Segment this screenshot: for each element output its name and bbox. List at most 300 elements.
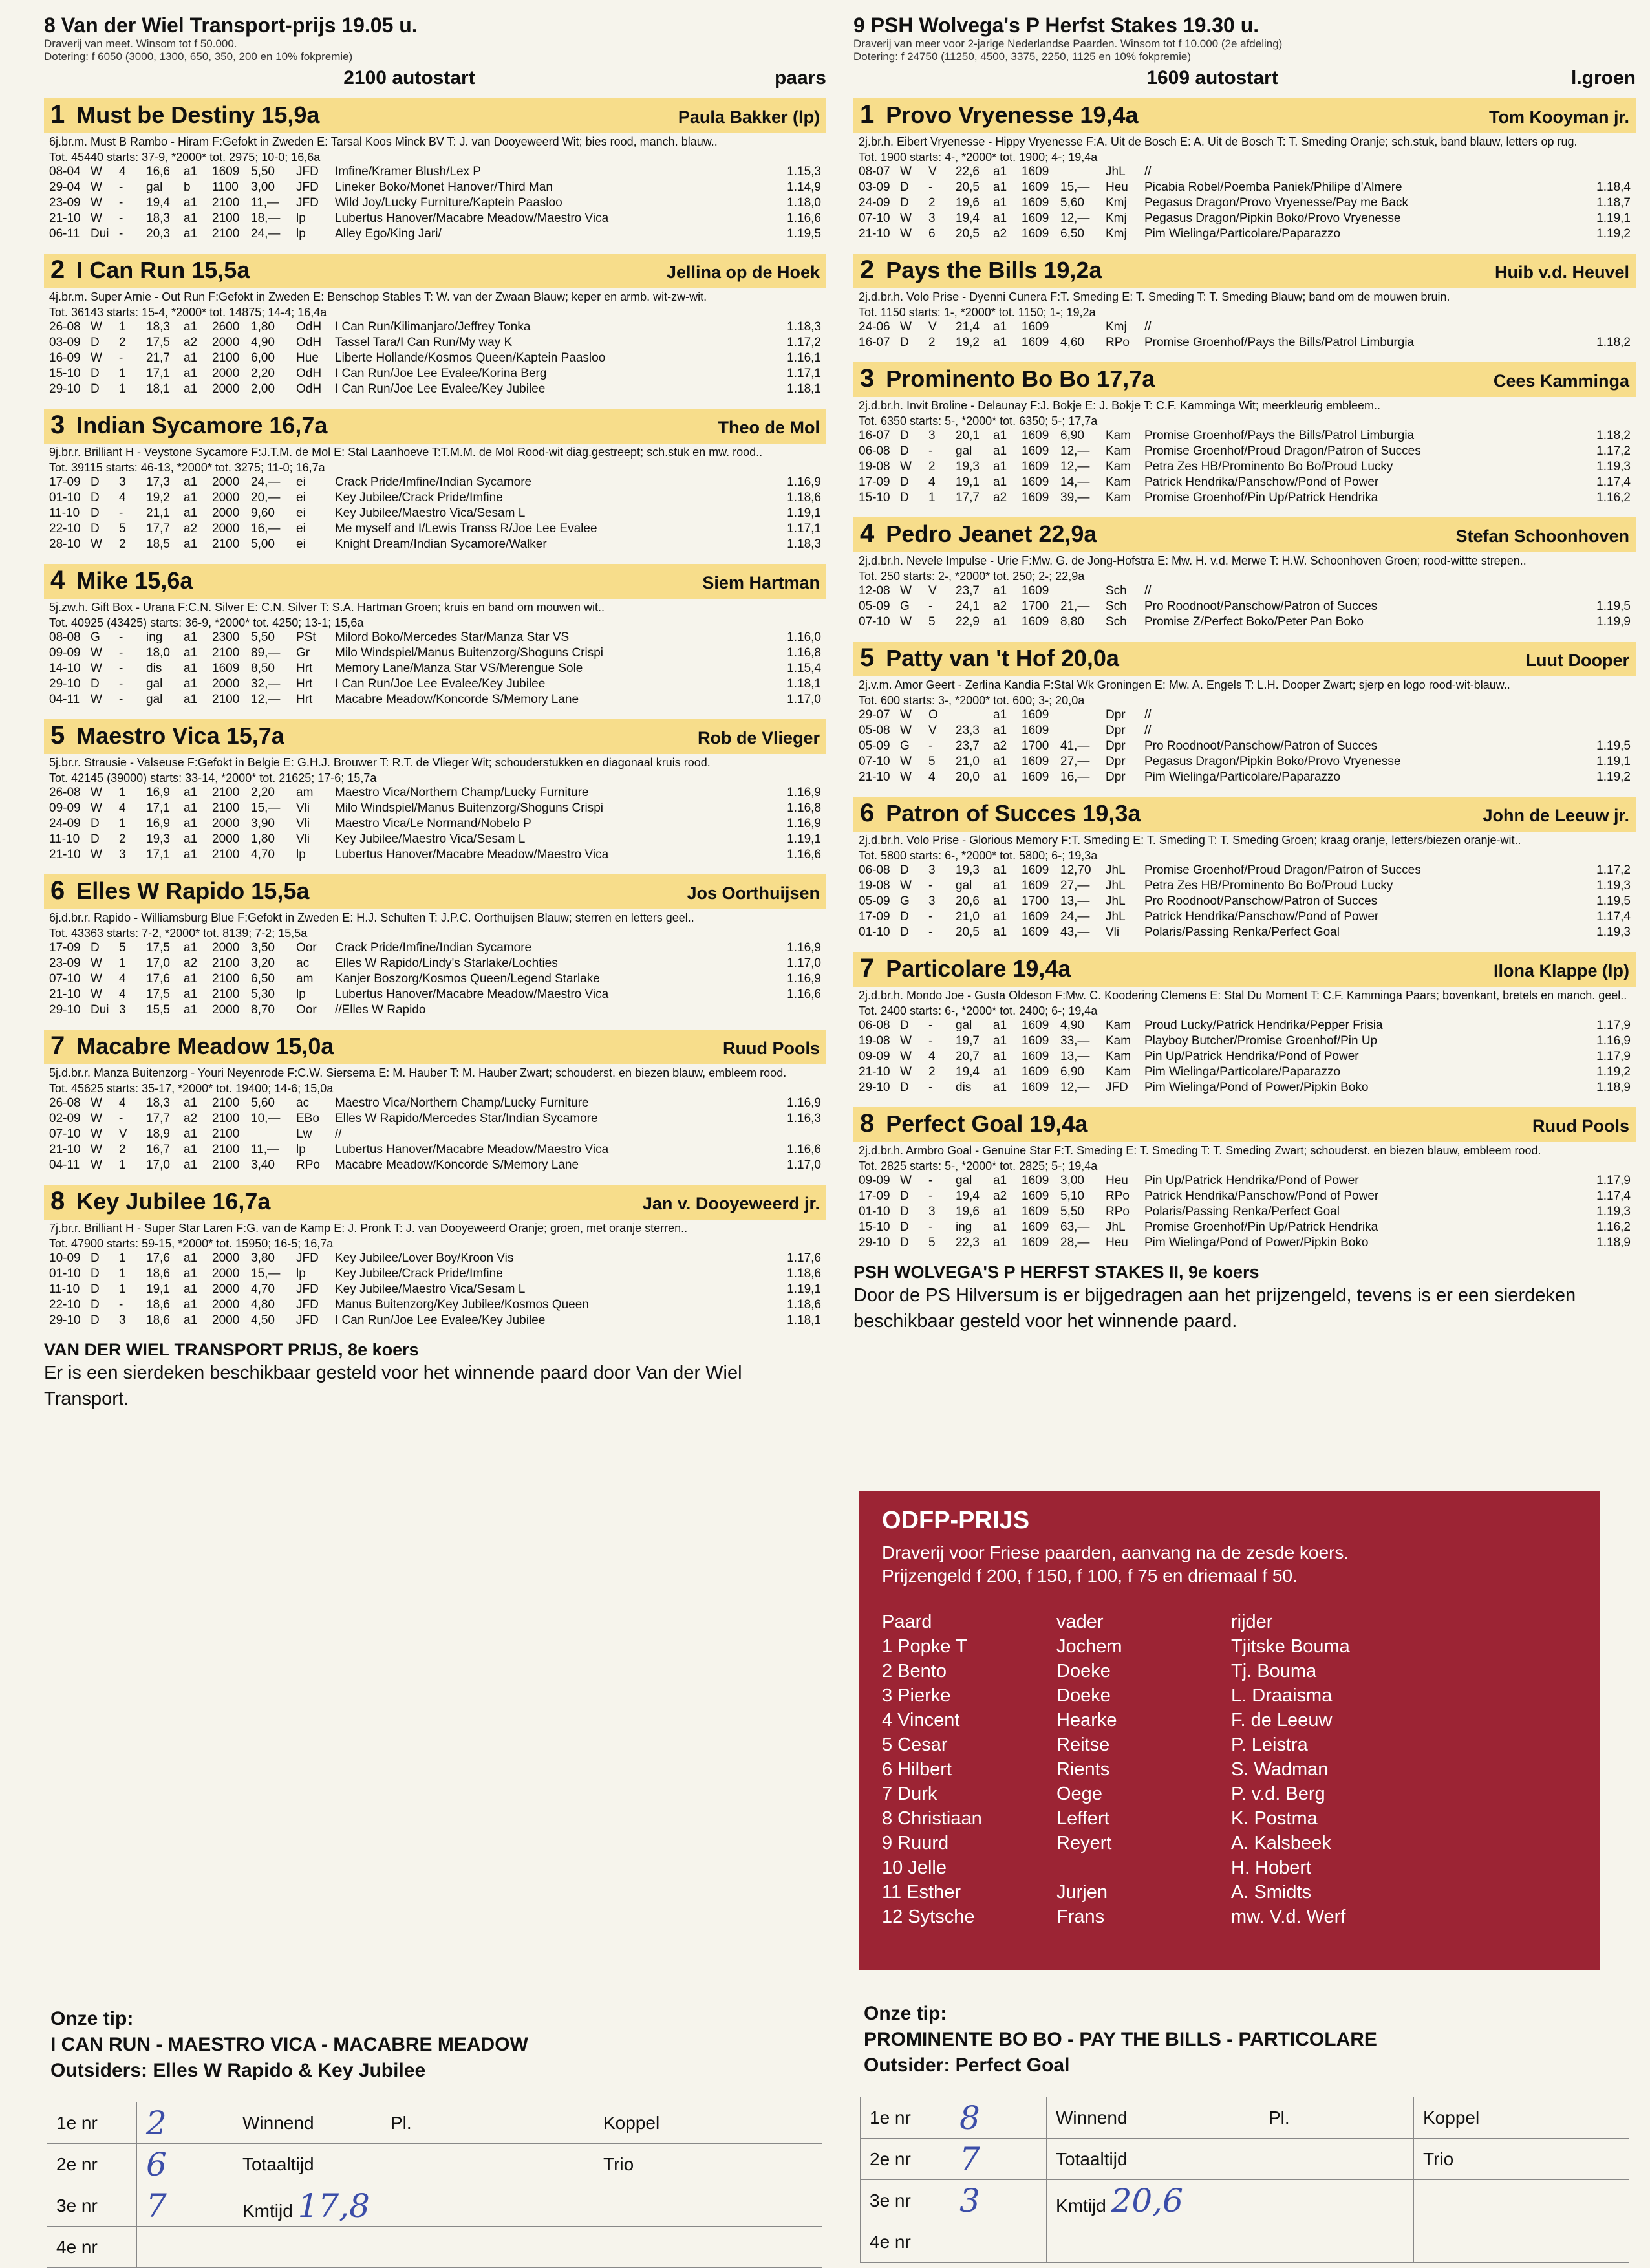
empty-cell[interactable] <box>233 2227 381 2268</box>
pp-cell: ei <box>296 506 306 520</box>
pp-cell: Sch <box>1106 615 1127 629</box>
horse-name-block <box>860 255 1102 285</box>
pp-cell: 1.19,1 <box>1596 211 1631 225</box>
pp-cell: D <box>91 491 100 504</box>
pp-cell: Pim Wielinga/Particolare/Paparazzo <box>1144 1065 1341 1079</box>
pp-cell: a1 <box>184 165 198 178</box>
past-performance-row <box>44 335 826 351</box>
odfp-entry-row <box>882 1757 1350 1782</box>
pp-cell: W <box>91 320 102 334</box>
pp-cell: 08-04 <box>49 165 81 178</box>
odfp-entry-row <box>882 1634 1350 1659</box>
horse-number: 7 <box>860 954 875 982</box>
pp-cell: a1 <box>993 584 1007 598</box>
pp-cell: a1 <box>184 631 198 644</box>
horse-driver: John de Leeuw jr. <box>1483 806 1629 825</box>
pp-cell: 1.16,9 <box>1596 1034 1631 1048</box>
pp-cell: Polaris/Passing Renka/Perfect Goal <box>1144 925 1340 939</box>
pp-cell: D <box>900 1019 909 1032</box>
pp-cell: - <box>928 910 933 923</box>
odfp-sire: Rients <box>1056 1759 1110 1780</box>
race-title: 8 Van der Wiel Transport-prijs 19.05 u. <box>44 14 418 37</box>
pp-cell: Hrt <box>296 677 313 691</box>
pp-cell: 1.16,8 <box>787 646 821 660</box>
pp-cell: Pegasus Dragon/Pipkin Boko/Provo Vryenesse <box>1144 211 1401 225</box>
pp-cell: 28-10 <box>49 537 81 551</box>
pp-cell: 23,3 <box>956 724 980 737</box>
pp-cell: Key Jubilee/Crack Pride/Imfine <box>335 491 503 504</box>
handwritten-pick[interactable]: 3 <box>950 2180 1047 2221</box>
pp-cell: 24-09 <box>859 196 890 210</box>
pp-cell: 08-07 <box>859 165 890 178</box>
horse-driver: Tom Kooyman jr. <box>1488 107 1629 127</box>
pp-cell: lp <box>296 1143 306 1156</box>
horse-pedigree: 6j.br.m. Must B Rambo - Hiram F:Gefokt in Zweden E: Tarsal Koos Minck BV T: J. van Dooyeweerd Wit; bies rood, manch. blauw.. <box>49 135 718 148</box>
pp-cell: JFD <box>296 1298 319 1312</box>
totaaltijd-label: Totaaltijd <box>1047 2139 1259 2180</box>
horse-number: 1 <box>860 100 875 129</box>
koppel-label: Koppel <box>594 2102 822 2144</box>
pp-cell: a2 <box>184 522 198 535</box>
pp-cell: 6,50 <box>251 972 275 986</box>
pp-cell: gal <box>956 1174 972 1187</box>
horse-name-block <box>50 565 193 596</box>
past-performance-row <box>853 1064 1636 1080</box>
pp-cell: - <box>119 662 123 675</box>
past-performance-row <box>853 211 1636 226</box>
pp-cell: Promise Groenhof/Pays the Bills/Patrol Limburgia <box>1144 336 1415 349</box>
pp-cell: a1 <box>993 475 1007 489</box>
pp-cell: a1 <box>184 1298 198 1312</box>
pp-cell: a1 <box>993 770 1007 784</box>
horse-name: Patty van 't Hof 20,0a <box>886 645 1119 671</box>
pp-cell: 06-08 <box>859 863 890 877</box>
pp-cell: 20,3 <box>146 227 170 241</box>
col-paard: Paard <box>882 1612 932 1632</box>
pp-cell: 2000 <box>212 336 240 349</box>
pp-cell: 1.19,3 <box>1596 1205 1631 1218</box>
pp-cell: JFD <box>1106 1081 1128 1094</box>
pp-cell: 5 <box>119 522 126 535</box>
pp-cell: 1.18,1 <box>787 1313 821 1327</box>
pp-cell: 1.18,2 <box>1596 429 1631 442</box>
pp-cell: a1 <box>993 1220 1007 1234</box>
pp-cell: Key Jubilee/Maestro Vica/Sesam L <box>335 832 526 846</box>
pp-cell: Kam <box>1106 1019 1131 1032</box>
past-performance-row <box>44 195 826 211</box>
pp-cell: // <box>1144 320 1152 334</box>
pp-cell: 2000 <box>212 1251 240 1265</box>
pp-cell: 2100 <box>212 211 240 225</box>
past-performance-row <box>853 614 1636 630</box>
pp-cell: 16,— <box>251 522 281 535</box>
empty-cell[interactable] <box>1259 2180 1414 2221</box>
pp-cell: 06-08 <box>859 1019 890 1032</box>
handwritten-pick[interactable]: 7 <box>137 2185 233 2227</box>
pp-cell: Milord Boko/Mercedes Star/Manza Star VS <box>335 631 570 644</box>
pp-cell: 3,40 <box>251 1158 275 1172</box>
pp-cell: 1.17,1 <box>787 367 821 380</box>
horse-number: 2 <box>50 255 65 284</box>
pl-label: Pl. <box>1259 2097 1414 2139</box>
horse-name-block <box>50 255 250 285</box>
past-performance-row <box>44 971 826 987</box>
pp-cell: a1 <box>184 988 198 1001</box>
pp-cell: 01-10 <box>49 1267 81 1280</box>
pp-cell: 19,3 <box>956 460 980 473</box>
odfp-entry-row <box>882 1659 1350 1683</box>
pp-cell: 1609 <box>1022 1174 1049 1187</box>
pp-cell: Dpr <box>1106 755 1126 768</box>
pp-cell: 29-10 <box>49 677 81 691</box>
pp-cell: a1 <box>993 180 1007 194</box>
pp-cell: 2000 <box>212 941 240 955</box>
pp-cell: 13,— <box>1060 1050 1090 1063</box>
pp-cell: Pin Up/Patrick Hendrika/Pond of Power <box>1144 1174 1359 1187</box>
horse-driver: Rob de Vlieger <box>697 728 820 748</box>
pp-cell: 2 <box>119 832 126 846</box>
pp-cell: 1.19,2 <box>1596 227 1631 241</box>
pp-cell: W <box>91 537 102 551</box>
pp-cell: 06-11 <box>49 227 80 241</box>
pp-cell: G <box>900 739 910 753</box>
pp-cell: 4 <box>928 770 936 784</box>
pp-cell: Kam <box>1106 475 1131 489</box>
pp-cell: 19,4 <box>146 196 170 210</box>
odfp-rider: Tjitske Bouma <box>1231 1636 1350 1657</box>
odfp-entry-row <box>882 1905 1350 1929</box>
horse-driver: Cees Kamminga <box>1493 371 1629 391</box>
pp-cell: a1 <box>184 382 198 396</box>
pp-cell: 21-10 <box>49 211 81 225</box>
note-heading: VAN DER WIEL TRANSPORT PRIJS, 8e koers <box>44 1340 419 1359</box>
pp-cell: Key Jubilee/Maestro Vica/Sesam L <box>335 506 526 520</box>
pp-cell: D <box>91 522 100 535</box>
pp-cell: 21-10 <box>49 1143 81 1156</box>
horse-number: 7 <box>50 1031 65 1060</box>
pp-cell: 19,6 <box>956 196 980 210</box>
handwritten-pick[interactable]: 6 <box>137 2144 233 2185</box>
pp-cell: W <box>91 801 102 815</box>
empty-cell[interactable] <box>137 2227 233 2268</box>
pp-cell: Lubertus Hanover/Macabre Meadow/Maestro Vica <box>335 211 609 225</box>
pp-cell: PSt <box>296 631 316 644</box>
horse-totals: Tot. 600 starts: 3-, *2000* tot. 600; 3-; 20,0a <box>859 694 1085 707</box>
pp-cell: 12,— <box>251 693 281 706</box>
pp-cell: 1.16,9 <box>787 475 821 489</box>
pp-cell: 16-07 <box>859 336 890 349</box>
race-distance-row <box>853 67 1636 89</box>
handwritten-pick[interactable]: 2 <box>137 2102 233 2144</box>
pp-cell: gal <box>956 444 972 458</box>
pp-cell: 17,0 <box>146 1158 170 1172</box>
past-performance-row <box>853 878 1636 894</box>
empty-cell[interactable] <box>1047 2221 1259 2263</box>
pp-cell: a1 <box>184 786 198 799</box>
pp-cell <box>759 1002 821 1018</box>
pp-cell: 14,— <box>1060 475 1090 489</box>
pp-cell: Dpr <box>1106 724 1126 737</box>
odfp-sire: Doeke <box>1056 1661 1111 1681</box>
horse-list <box>853 98 1636 1251</box>
pp-cell: 33,— <box>1060 1034 1090 1048</box>
past-performance-row <box>44 319 826 335</box>
pp-cell: 2 <box>928 336 936 349</box>
pp-cell: 2100 <box>212 1096 240 1110</box>
past-performance-row <box>44 940 826 956</box>
pp-cell: 1609 <box>1022 211 1049 225</box>
pp-cell: 1609 <box>1022 724 1049 737</box>
pp-cell: Polaris/Passing Renka/Perfect Goal <box>1144 1205 1340 1218</box>
pp-cell: W <box>91 1096 102 1110</box>
pp-cell: 17-09 <box>49 941 81 955</box>
pp-cell: D <box>91 506 100 520</box>
past-performance-row <box>853 1235 1636 1251</box>
pp-cell: Pegasus Dragon/Pipkin Boko/Provo Vryenesse <box>1144 755 1401 768</box>
odfp-entries-table <box>882 1610 1350 1929</box>
pp-cell: Petra Zes HB/Prominento Bo Bo/Proud Lucky <box>1144 879 1393 892</box>
pp-cell: 3,20 <box>251 956 275 970</box>
horse-header <box>853 642 1636 676</box>
empty-cell[interactable] <box>594 2227 822 2268</box>
pp-cell: 2100 <box>212 848 240 861</box>
odfp-horse: 3 Pierke <box>882 1685 951 1706</box>
pl-cell[interactable] <box>1259 2139 1414 2180</box>
pp-cell: gal <box>146 693 163 706</box>
past-performance-row <box>853 335 1636 351</box>
past-performance-row <box>853 894 1636 909</box>
pp-cell: a1 <box>993 444 1007 458</box>
empty-cell[interactable] <box>1259 2221 1414 2263</box>
row-label: 2e nr <box>861 2139 950 2180</box>
pp-cell: a1 <box>184 662 198 675</box>
pp-cell: OdH <box>296 320 322 334</box>
pp-cell: 1 <box>928 491 936 504</box>
pp-cell: Kam <box>1106 444 1131 458</box>
pp-cell: a2 <box>993 599 1007 613</box>
pp-cell: Liberte Hollande/Kosmos Queen/Kaptein Paasloo <box>335 351 606 365</box>
pp-cell: 1609 <box>1022 460 1049 473</box>
pp-cell: 10,— <box>251 1112 281 1125</box>
horse-totals: Tot. 45440 starts: 37-9, *2000* tot. 2975; 10-0; 16,6a <box>49 151 321 164</box>
row-label: 1e nr <box>861 2097 950 2139</box>
pp-cell: I Can Run/Kilimanjaro/Jeffrey Tonka <box>335 320 531 334</box>
pp-cell: 9,60 <box>251 506 275 520</box>
pp-cell: 1.18,6 <box>787 1298 821 1312</box>
pp-cell: D <box>91 1298 100 1312</box>
horse-name-block <box>860 798 1141 828</box>
empty-cell[interactable] <box>381 2227 594 2268</box>
pp-cell: 11-10 <box>49 832 80 846</box>
pp-cell: a1 <box>993 1174 1007 1187</box>
pp-cell: 1.17,0 <box>787 693 821 706</box>
pp-cell: D <box>900 1189 909 1203</box>
kmtijd-label: Kmtijd <box>242 2200 293 2221</box>
pp-cell: Heu <box>1106 1174 1128 1187</box>
horse-driver: Ruud Pools <box>1532 1116 1629 1136</box>
pp-cell: Elles W Rapido/Lindy's Starlake/Lochties <box>335 956 558 970</box>
horse-totals: Tot. 36143 starts: 15-4, *2000* tot. 14875; 14-4; 16,4a <box>49 306 327 319</box>
past-performance-row <box>44 630 826 645</box>
horse-name-block <box>50 720 284 751</box>
pp-cell: W <box>900 584 912 598</box>
horse-number: 5 <box>50 721 65 750</box>
pp-cell <box>1569 583 1631 599</box>
pp-cell: RPo <box>1106 1205 1130 1218</box>
pp-cell: 4 <box>119 491 126 504</box>
pp-cell: 2 <box>119 336 126 349</box>
pp-cell: 1.16,6 <box>787 211 821 225</box>
pp-cell: 1 <box>119 1158 126 1172</box>
odfp-prize-box <box>859 1491 1600 1970</box>
kmtijd-cell[interactable] <box>233 2185 381 2227</box>
pp-cell: a1 <box>993 1081 1007 1094</box>
pp-cell: 1.18,1 <box>787 677 821 691</box>
pp-cell: D <box>91 367 100 380</box>
pp-cell: 2,00 <box>251 382 275 396</box>
empty-cell[interactable] <box>594 2185 822 2227</box>
horse-name-block <box>860 1108 1088 1139</box>
pp-cell: 15,— <box>251 1267 281 1280</box>
past-performance-row <box>853 1049 1636 1064</box>
odfp-rider: H. Hobert <box>1231 1857 1312 1878</box>
pp-cell: 1700 <box>1022 599 1049 613</box>
pp-cell: 63,— <box>1060 1220 1090 1234</box>
pp-cell: 21-10 <box>859 770 890 784</box>
pp-cell: a1 <box>993 724 1007 737</box>
pp-cell: W <box>91 351 102 365</box>
pp-cell: V <box>119 1127 127 1141</box>
past-performance-row <box>853 863 1636 878</box>
kmtijd-cell[interactable] <box>1047 2180 1259 2221</box>
pp-cell: D <box>900 180 909 194</box>
pp-cell: a1 <box>184 677 198 691</box>
pp-cell: a1 <box>993 165 1007 178</box>
pp-cell: 1609 <box>1022 1050 1049 1063</box>
odfp-horse: 4 Vincent <box>882 1710 960 1731</box>
pp-cell: 24-06 <box>859 320 890 334</box>
pp-cell: JhL <box>1106 1220 1126 1234</box>
pp-cell: 5 <box>928 755 936 768</box>
past-performance-row <box>44 847 826 863</box>
empty-cell[interactable] <box>381 2185 594 2227</box>
handwritten-pick[interactable]: 7 <box>950 2139 1047 2180</box>
pp-cell: 5,00 <box>251 537 275 551</box>
pp-cell: JFD <box>296 165 319 178</box>
pp-cell: 1609 <box>1022 1034 1049 1048</box>
race-color: l.groen <box>1570 67 1636 89</box>
pp-cell: 1609 <box>1022 320 1049 334</box>
odfp-rider: mw. V.d. Werf <box>1231 1906 1346 1927</box>
pp-cell: a1 <box>184 537 198 551</box>
horse-pedigree: 2j.d.br.h. Mondo Joe - Gusta Oldeson F:Mw. C. Koodering Clemens E: Stal Du Moment T: C.F. Kamminga Paars; bovenkant, bretels en manch. geel.. <box>859 989 1627 1002</box>
pp-cell: 2000 <box>212 677 240 691</box>
empty-cell[interactable] <box>950 2221 1047 2263</box>
winnend-label: Winnend <box>1047 2097 1259 2139</box>
odfp-prize-money: Prijzengeld f 200, f 150, f 100, f 75 en driemaal f 50. <box>882 1566 1298 1586</box>
horse-number: 2 <box>860 255 875 284</box>
pp-cell: 27,— <box>1060 879 1090 892</box>
pp-cell: 20,5 <box>956 180 980 194</box>
pp-cell: Crack Pride/Imfine/Indian Sycamore <box>335 941 532 955</box>
pp-cell: 05-08 <box>859 724 890 737</box>
pp-cell: Kmj <box>1106 211 1127 225</box>
pp-cell: 19,1 <box>146 1282 170 1296</box>
pp-cell: - <box>928 1174 933 1187</box>
pp-cell: 1609 <box>212 165 240 178</box>
pp-cell: 20,— <box>251 491 281 504</box>
pp-cell: 1.18,3 <box>787 537 821 551</box>
empty-cell[interactable] <box>1414 2221 1629 2263</box>
pp-cell: 4 <box>928 1050 936 1063</box>
horse-entry <box>853 797 1636 940</box>
past-performance-row <box>853 739 1636 754</box>
pp-cell: 5 <box>119 941 126 955</box>
past-performance-row <box>853 319 1636 335</box>
horse-totals: Tot. 43363 starts: 7-2, *2000* tot. 8139; 7-2; 15,5a <box>49 927 308 940</box>
pp-cell: 29-10 <box>49 1003 81 1017</box>
horse-name-block <box>860 953 1071 984</box>
handwritten-pick[interactable]: 8 <box>950 2097 1047 2139</box>
pp-cell: 1609 <box>1022 1019 1049 1032</box>
pp-cell: a1 <box>993 1236 1007 1249</box>
pp-cell: a1 <box>184 320 198 334</box>
horse-header <box>44 874 826 909</box>
pp-cell: 1.14,9 <box>787 180 821 194</box>
pp-cell: 5,10 <box>1060 1189 1084 1203</box>
horse-name-block <box>50 100 319 130</box>
pp-cell: D <box>91 382 100 396</box>
pp-cell: 11-10 <box>49 506 80 520</box>
pp-cell: a1 <box>184 1282 198 1296</box>
pp-cell: W <box>91 1143 102 1156</box>
horse-pedigree: 4j.br.m. Super Arnie - Out Run F:Gefokt in Zweden E: Benschop Stables T: W. van der Zwaan Blauw; keper en armb. wit-zw-wit. <box>49 290 707 303</box>
race-note <box>44 1340 826 1412</box>
pp-cell: 1609 <box>1022 1189 1049 1203</box>
pp-cell: 21-10 <box>49 848 81 861</box>
pp-cell: 18,1 <box>146 382 170 396</box>
col-rijder: rijder <box>1231 1612 1273 1632</box>
pp-cell: 19,4 <box>956 1189 980 1203</box>
pp-cell: 3,00 <box>1060 1174 1084 1187</box>
horse-pedigree: 5j.zw.h. Gift Box - Urana F:C.N. Silver E: C.N. Silver T: S.A. Hartman Groen; kruis en band om mouwen wit.. <box>49 601 605 614</box>
tip-outsiders: Outsiders: Elles W Rapido & Key Jubilee <box>50 2060 426 2081</box>
past-performance-row <box>853 1033 1636 1049</box>
pp-cell: 1.19,1 <box>787 1282 821 1296</box>
horse-driver: Paula Bakker (lp) <box>678 107 820 127</box>
past-performance-row <box>44 1142 826 1158</box>
pp-cell: 1.17,4 <box>1596 475 1631 489</box>
pp-cell: a1 <box>184 1143 198 1156</box>
past-performance-row <box>853 754 1636 770</box>
pp-cell: Macabre Meadow/Koncorde S/Memory Lane <box>335 1158 579 1172</box>
empty-cell[interactable] <box>1414 2180 1629 2221</box>
pp-cell: 2 <box>119 1143 126 1156</box>
odfp-horse: 2 Bento <box>882 1661 947 1681</box>
pp-cell: 1 <box>119 367 126 380</box>
pp-cell: W <box>91 180 102 194</box>
horse-driver: Stefan Schoonhoven <box>1455 526 1629 546</box>
pl-cell[interactable] <box>381 2144 594 2185</box>
past-performance-row <box>44 382 826 397</box>
pp-cell <box>1569 707 1631 723</box>
pp-cell: - <box>928 599 933 613</box>
pp-cell: Imfine/Kramer Blush/Lex P <box>335 165 481 178</box>
horse-totals: Tot. 1150 starts: 1-, *2000* tot. 1150; 1-; 19,2a <box>859 306 1096 319</box>
pp-cell: D <box>900 429 909 442</box>
pp-cell: 4 <box>119 972 126 986</box>
horse-header <box>44 409 826 444</box>
